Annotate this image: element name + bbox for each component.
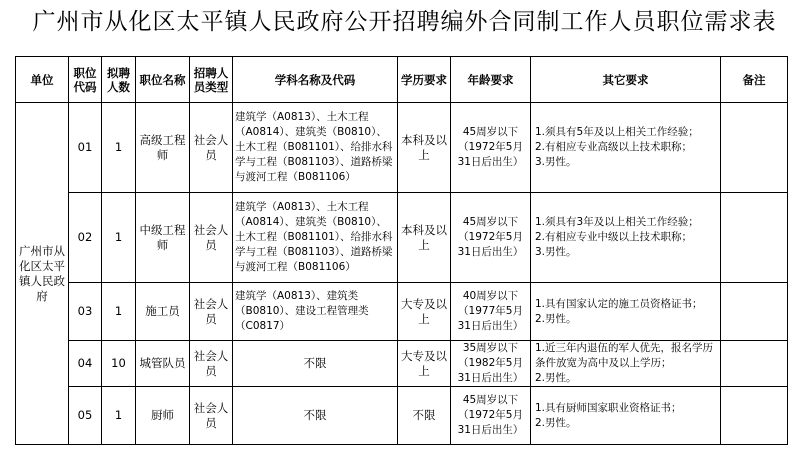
count-cell: 10 <box>102 341 136 387</box>
remark-cell <box>721 283 788 341</box>
header-count: 拟聘人数 <box>102 57 136 103</box>
subject-cell: 建筑学（A0813）、建筑类（B0810）、建设工程管理类（C0817） <box>233 283 398 341</box>
unit-cell: 广州市从化区太平镇人民政府 <box>16 103 69 445</box>
header-subject: 学科名称及代码 <box>233 57 398 103</box>
other-cell <box>531 387 721 445</box>
header-education: 学历要求 <box>398 57 451 103</box>
requirement-line: 3.男性。 <box>535 246 577 258</box>
table-row <box>16 103 788 193</box>
education-cell: 大专及以上 <box>398 341 451 387</box>
age-cell: 45周岁以下（1972年5月31日后出生） <box>451 387 531 445</box>
requirement-line: 1.须具有3年及以上相关工作经验； <box>535 216 699 228</box>
remark-cell <box>721 193 788 283</box>
count-cell: 1 <box>102 387 136 445</box>
remark-cell <box>721 387 788 445</box>
table-row <box>16 193 788 283</box>
count-cell: 1 <box>102 103 136 193</box>
requirement-line: 1.近三年内退伍的军人优先，报名学历条件放宽为高中及以上学历； <box>535 342 714 369</box>
header-code: 职位代码 <box>69 57 102 103</box>
header-position: 职位名称 <box>136 57 190 103</box>
education-cell: 大专及以上 <box>398 283 451 341</box>
other-cell <box>531 283 721 341</box>
type-cell: 社会人员 <box>190 387 233 445</box>
subject-cell: 建筑学（A0813）、土木工程（A0814）、建筑类（B0810）、土木工程（B081101）、给排水科学与工程（B081103）、道路桥梁与渡河工程（B081106） <box>233 193 398 283</box>
education-cell: 本科及以上 <box>398 103 451 193</box>
age-cell: 45周岁以下（1972年5月31日后出生） <box>451 193 531 283</box>
requirement-line: 2.男性。 <box>535 416 577 429</box>
education-cell: 不限 <box>398 387 451 445</box>
count-cell: 1 <box>102 283 136 341</box>
table-row <box>16 341 788 387</box>
age-cell: 40周岁以下（1977年5月31日后出生） <box>451 283 531 341</box>
type-cell: 社会人员 <box>190 341 233 387</box>
position-cell: 高级工程师 <box>136 103 190 193</box>
requirement-line: 1.具有国家认定的施工员资格证书； <box>535 297 703 310</box>
count-cell: 1 <box>102 193 136 283</box>
requirement-line: 3.男性。 <box>535 156 577 168</box>
requirement-line: 2.有相应专业高级以上技术职称； <box>535 141 693 153</box>
type-cell: 社会人员 <box>190 283 233 341</box>
other-cell <box>531 341 721 387</box>
header-unit: 单位 <box>16 57 69 103</box>
age-cell: 35周岁以下（1982年5月31日后出生） <box>451 341 531 387</box>
subject-cell: 不限 <box>233 341 398 387</box>
table-header-row <box>16 57 788 103</box>
requirement-line: 2.男性。 <box>535 312 577 325</box>
header-age: 年龄要求 <box>451 57 531 103</box>
remark-cell <box>721 103 788 193</box>
remark-cell <box>721 341 788 387</box>
header-other: 其它要求 <box>531 57 721 103</box>
header-remark: 备注 <box>721 57 788 103</box>
position-cell: 施工员 <box>136 283 190 341</box>
table-row <box>16 387 788 445</box>
table-row <box>16 283 788 341</box>
requirement-line: 2.男性。 <box>535 372 577 384</box>
other-cell <box>531 193 721 283</box>
job-requirements-table <box>15 56 788 445</box>
other-cell <box>531 103 721 193</box>
position-cell: 中级工程师 <box>136 193 190 283</box>
code-cell: 03 <box>69 283 102 341</box>
subject-cell: 不限 <box>233 387 398 445</box>
age-cell: 45周岁以下（1972年5月31日后出生） <box>451 103 531 193</box>
page-title: 广州市从化区太平镇人民政府公开招聘编外合同制工作人员职位需求表 <box>32 9 777 35</box>
requirement-line: 2.有相应专业中级以上技术职称； <box>535 231 693 243</box>
requirement-line: 1.须具有5年及以上相关工作经验； <box>535 126 699 138</box>
type-cell: 社会人员 <box>190 193 233 283</box>
position-cell: 厨师 <box>136 387 190 445</box>
code-cell: 01 <box>69 103 102 193</box>
code-cell: 04 <box>69 341 102 387</box>
code-cell: 02 <box>69 193 102 283</box>
type-cell: 社会人员 <box>190 103 233 193</box>
subject-cell: 建筑学（A0813）、土木工程（A0814）、建筑类（B0810）、土木工程（B081101）、给排水科学与工程（B081103）、道路桥梁与渡河工程（B081106） <box>233 103 398 193</box>
header-type: 招聘人员类型 <box>190 57 233 103</box>
position-cell: 城管队员 <box>136 341 190 387</box>
requirement-line: 1.具有厨师国家职业资格证书； <box>535 401 682 414</box>
education-cell: 本科及以上 <box>398 193 451 283</box>
code-cell: 05 <box>69 387 102 445</box>
